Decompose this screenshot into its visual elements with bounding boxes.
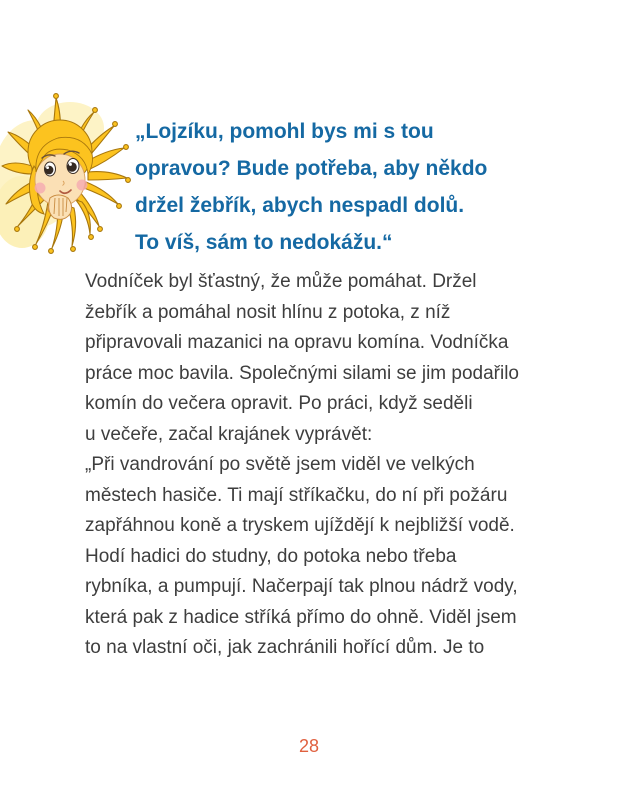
text-line: komín do večera opravit. Po práci, když seděli: [85, 393, 473, 414]
text-line: to na vlastní oči, jak zachránili hořící dům. Je to: [85, 637, 485, 658]
text-line: žebřík a pomáhal nosit hlínu z potoka, z níž: [85, 301, 451, 323]
text-line: práce moc bavila. Společnými silami se jim podařilo: [85, 362, 520, 384]
text-line: „Při vandrování po světě jsem viděl ve velkých: [85, 454, 475, 475]
text-line: rybníka, a pumpují. Načerpají tak plnou nádrž vody,: [85, 576, 518, 597]
page-number: 28: [298, 736, 320, 756]
quote-line: opravou? Bude potřeba, aby někdo: [135, 157, 488, 180]
text-line: u večeře, začal krajánek vyprávět:: [85, 423, 373, 445]
sun-girl-illustration-icon: [0, 88, 132, 260]
text-line: Vodníček byl šťastný, že může pomáhat. Držel: [85, 271, 477, 292]
quote-line: držel žebřík, abych nespadl dolů.: [135, 194, 465, 217]
story-text: [85, 267, 565, 664]
quote-line: „Lojzíku, pomohl bys mi s tou: [135, 120, 434, 143]
dialogue-quote: [135, 113, 565, 261]
text-line: městech hasiče. Ti mají stříkačku, do ní při požáru: [85, 484, 508, 506]
text-line: která pak z hadice stříká přímo do ohně. Viděl jsem: [85, 606, 517, 628]
quote-line: To víš, sám to nedokážu.“: [135, 231, 393, 254]
text-line: Hodí hadici do studny, do potoka nebo třeba: [85, 545, 457, 567]
text-line: připravovali mazanici na opravu komína. Vodníčka: [85, 332, 509, 353]
text-line: zapřáhnou koně a tryskem ujíždějí k nejbližší vodě.: [85, 515, 515, 536]
